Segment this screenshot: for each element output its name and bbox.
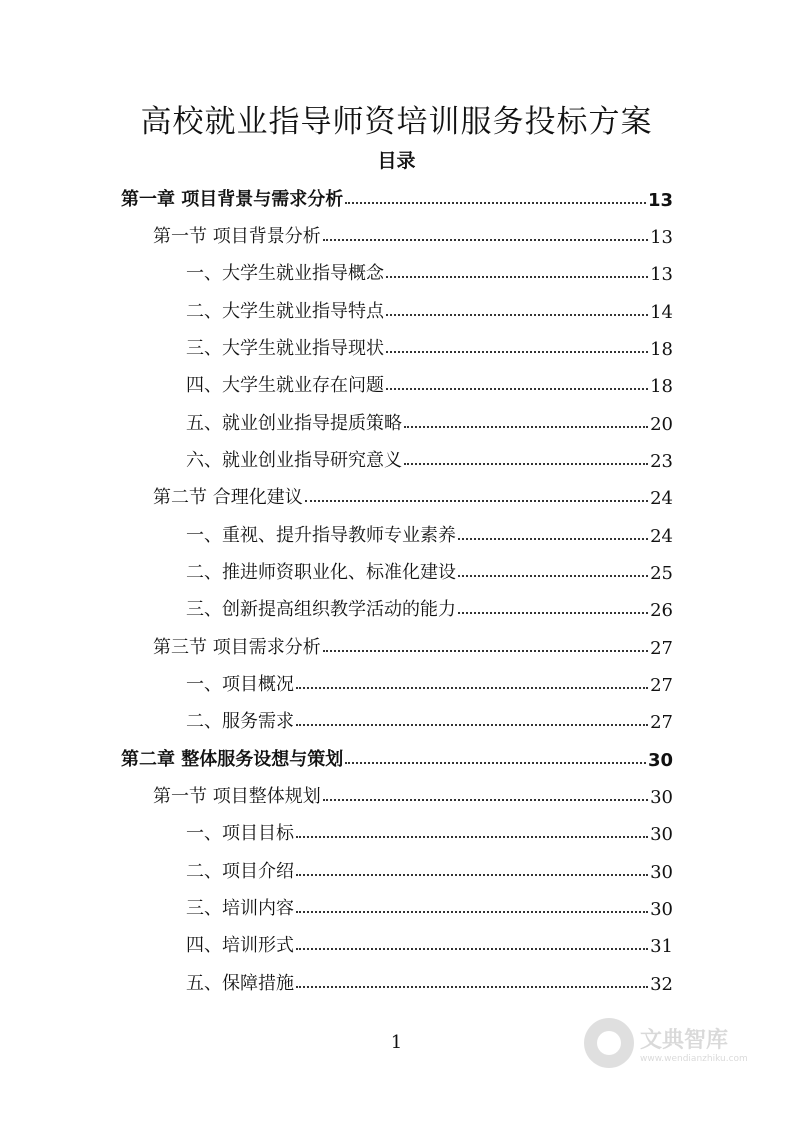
- toc-leader-dots: [296, 724, 648, 726]
- toc-entry[interactable]: [186, 293, 673, 323]
- watermark-logo-icon: [584, 1018, 634, 1068]
- toc-entry[interactable]: [186, 890, 673, 920]
- toc-entry[interactable]: [153, 629, 673, 659]
- toc-entry[interactable]: [186, 815, 673, 845]
- toc-entry-page: 23: [650, 451, 673, 472]
- toc-entry-label: 第一节 项目背景分析: [153, 226, 321, 247]
- toc-leader-dots: [323, 239, 648, 241]
- toc-entry-label: 一、大学生就业指导概念: [186, 263, 384, 284]
- toc-entry-label: 二、项目介绍: [186, 861, 294, 882]
- toc-entry-page: 20: [650, 414, 673, 435]
- toc-entry[interactable]: [186, 853, 673, 883]
- toc-entry-page: 30: [647, 750, 673, 771]
- toc-entry[interactable]: [186, 591, 673, 621]
- toc-entry-label: 三、培训内容: [186, 898, 294, 919]
- toc-leader-dots: [296, 874, 648, 876]
- toc-entry[interactable]: [186, 442, 673, 472]
- toc-entry[interactable]: [186, 927, 673, 957]
- toc-entry[interactable]: [121, 741, 673, 771]
- toc-leader-dots: [296, 836, 648, 838]
- toc-entry-label: 一、项目目标: [186, 823, 294, 844]
- toc-entry-page: 24: [650, 526, 673, 547]
- toc-entry[interactable]: [186, 367, 673, 397]
- toc-leader-dots: [296, 911, 648, 913]
- toc-entry-label: 六、就业创业指导研究意义: [186, 450, 402, 471]
- toc-entry-page: 13: [650, 264, 673, 285]
- toc-entry-label: 第一节 项目整体规划: [153, 786, 321, 807]
- toc-entry-label: 二、大学生就业指导特点: [186, 301, 384, 322]
- toc-entry-page: 13: [650, 227, 673, 248]
- document-title: 高校就业指导师资培训服务投标方案: [140, 104, 653, 140]
- toc-entry-page: 30: [650, 824, 673, 845]
- toc-entry-page: 27: [650, 638, 673, 659]
- toc-leader-dots: [458, 612, 648, 614]
- toc-entry-label: 一、重视、提升指导教师专业素养: [186, 525, 456, 546]
- toc-entry-page: 25: [650, 563, 673, 584]
- toc-entry-page: 18: [650, 376, 673, 397]
- toc-entry-label: 第一章 项目背景与需求分析: [121, 189, 344, 210]
- watermark: [584, 1018, 748, 1068]
- watermark-subtext: www.wendianzhiku.com: [640, 1053, 748, 1064]
- toc-entry-label: 第三节 项目需求分析: [153, 637, 321, 658]
- toc-entry[interactable]: [186, 554, 673, 584]
- page-number: 1: [390, 1032, 403, 1053]
- toc-leader-dots: [345, 202, 646, 204]
- toc-leader-dots: [386, 351, 648, 353]
- toc-entry[interactable]: [153, 479, 673, 509]
- toc-leader-dots: [404, 426, 648, 428]
- toc-entry-label: 三、大学生就业指导现状: [186, 338, 384, 359]
- toc-entry[interactable]: [186, 965, 673, 995]
- toc-entry-page: 26: [650, 600, 673, 621]
- toc-entry-label: 二、推进师资职业化、标准化建设: [186, 562, 456, 583]
- toc-leader-dots: [323, 799, 648, 801]
- toc-leader-dots: [458, 538, 648, 540]
- toc-entry[interactable]: [186, 330, 673, 360]
- toc-heading: 目录: [377, 150, 416, 172]
- toc-entry-label: 一、项目概况: [186, 674, 294, 695]
- toc-entry[interactable]: [186, 255, 673, 285]
- toc-entry-page: 31: [650, 936, 673, 957]
- toc-entry[interactable]: [121, 181, 673, 211]
- toc-entry-label: 二、服务需求: [186, 711, 294, 732]
- toc-leader-dots: [345, 762, 646, 764]
- toc-entry-page: 30: [650, 862, 673, 883]
- toc-entry[interactable]: [186, 703, 673, 733]
- toc-entry-label: 五、保障措施: [186, 973, 294, 994]
- toc-entry-page: 27: [650, 712, 673, 733]
- toc-entry[interactable]: [153, 218, 673, 248]
- toc-leader-dots: [296, 948, 648, 950]
- toc-leader-dots: [323, 650, 648, 652]
- toc-entry-page: 18: [650, 339, 673, 360]
- toc-entry-label: 五、就业创业指导提质策略: [186, 413, 402, 434]
- toc-leader-dots: [386, 388, 648, 390]
- toc-entry[interactable]: [186, 405, 673, 435]
- toc-leader-dots: [386, 276, 648, 278]
- toc-entry-page: 24: [650, 488, 673, 509]
- toc-entry-label: 四、培训形式: [186, 935, 294, 956]
- toc-entry-page: 13: [647, 190, 673, 211]
- toc-leader-dots: [386, 314, 648, 316]
- toc-leader-dots: [296, 986, 648, 988]
- toc-entry-page: 32: [650, 974, 673, 995]
- toc-entry[interactable]: [186, 666, 673, 696]
- toc-entry-label: 三、创新提高组织教学活动的能力: [186, 599, 456, 620]
- toc-leader-dots: [404, 463, 648, 465]
- toc-leader-dots: [296, 687, 648, 689]
- toc-entry-page: 30: [650, 787, 673, 808]
- toc-leader-dots: [305, 500, 648, 502]
- toc-entry-page: 30: [650, 899, 673, 920]
- toc-entry-label: 第二章 整体服务设想与策划: [121, 749, 344, 770]
- toc-entry-page: 14: [650, 302, 673, 323]
- toc-entry[interactable]: [153, 778, 673, 808]
- toc-entry-label: 第二节 合理化建议: [153, 487, 303, 508]
- watermark-text: 文典智库: [640, 1027, 729, 1053]
- toc-entry[interactable]: [186, 517, 673, 547]
- toc-entry-page: 27: [650, 675, 673, 696]
- toc-entry-label: 四、大学生就业存在问题: [186, 375, 384, 396]
- toc-leader-dots: [458, 575, 648, 577]
